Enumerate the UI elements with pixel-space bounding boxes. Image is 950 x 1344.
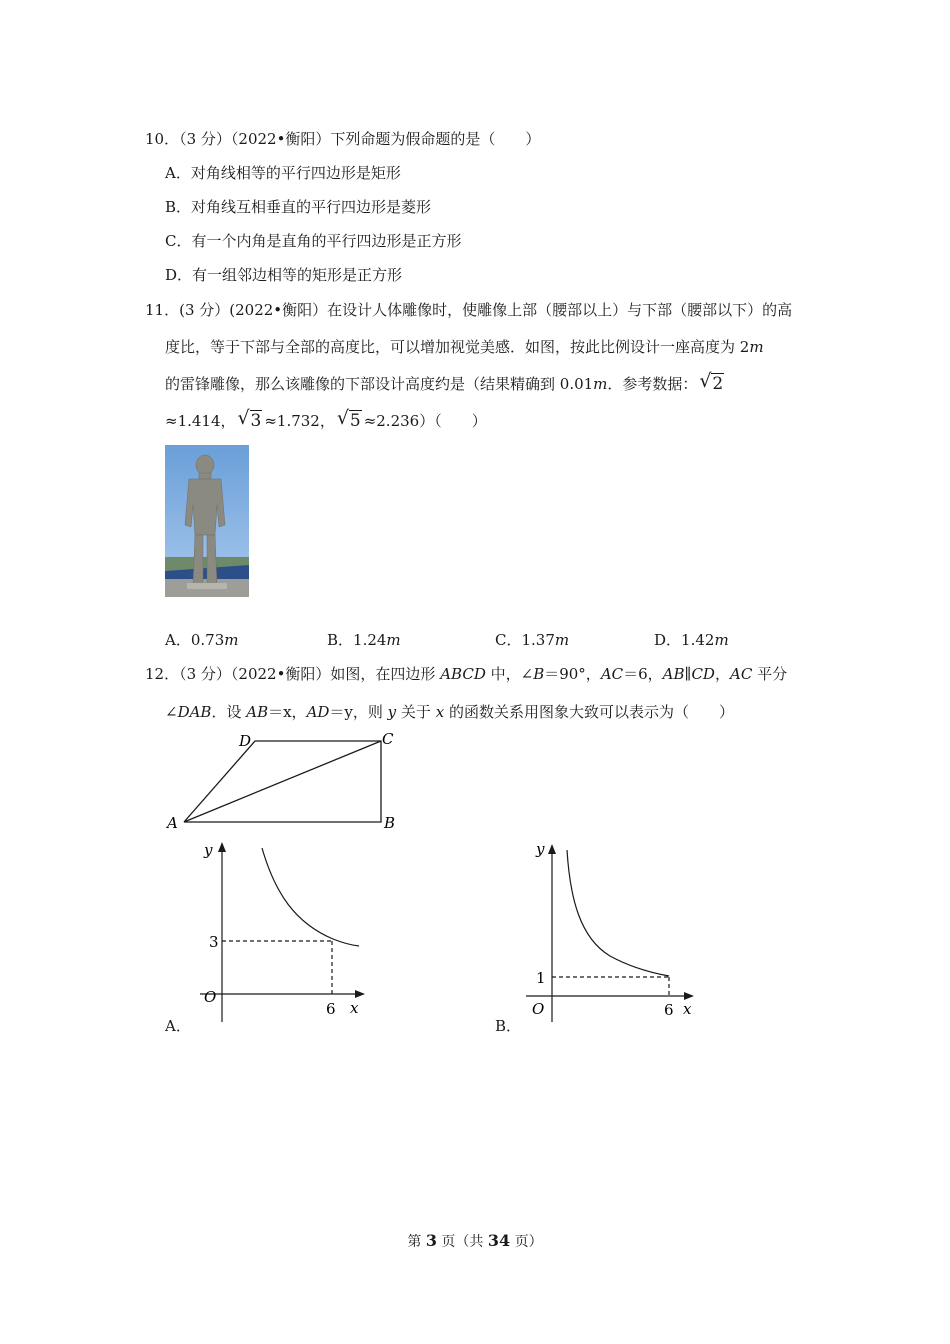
- q11-line1: 11．(3 分）(2022•衡阳）在设计人体雕像时，使雕像上部（腰部以上）与下部（腰部以下）的高: [145, 301, 793, 319]
- q11-line4: ≈1.414， √ 3 ≈1.732， √ 5 ≈2.236）（ ）: [165, 407, 487, 431]
- statue-photo: [165, 445, 249, 597]
- q11-line2: 度比，等于下部与全部的高度比，可以增加视觉美感．如图，按此比例设计一座高度为 2m: [165, 338, 764, 356]
- graph-b-origin: O: [532, 1000, 545, 1018]
- graph-a-origin: O: [204, 988, 217, 1006]
- graph-a-x-tick: 6: [326, 1000, 336, 1018]
- q10-option-d: D．有一组邻边相等的矩形是正方形: [165, 266, 403, 284]
- q11-option-d: D．1.42m: [654, 631, 729, 649]
- vertex-b-label: B: [384, 814, 396, 832]
- graph-a-x-label: x: [350, 999, 359, 1017]
- q10-stem: 10．（3 分）（2022•衡阳）下列命题为假命题的是（ ）: [145, 130, 541, 148]
- graph-b-x-label: x: [683, 1000, 692, 1018]
- graph-a-x-arrow: [355, 990, 365, 998]
- graph-b-curve: [567, 850, 669, 976]
- graph-b-x-tick: 6: [664, 1001, 674, 1019]
- q10-option-c: C．有一个内角是直角的平行四边形是正方形: [165, 232, 462, 250]
- graph-a-y-label: y: [204, 841, 213, 859]
- sqrt2-symbol: √ 2: [699, 370, 724, 394]
- page-number: 3: [425, 1231, 437, 1250]
- graph-b-y-label: y: [536, 840, 545, 858]
- graph-b: [522, 838, 702, 1024]
- graph-b-y-arrow: [548, 844, 556, 854]
- q12-line2: ∠DAB．设 AB＝x，AD＝y，则 y 关于 x 的函数关系用图象大致可以表示为（ ）: [165, 703, 734, 721]
- total-pages: 34: [487, 1231, 511, 1250]
- graph-b-y-tick: 1: [536, 969, 546, 987]
- graph-a-y-arrow: [218, 842, 226, 852]
- q10-option-a: A．对角线相等的平行四边形是矩形: [165, 164, 401, 182]
- graph-b-x-arrow: [684, 992, 694, 1000]
- q12-graph-b-option: B．: [495, 1017, 522, 1035]
- sqrt3-symbol: √ 3: [237, 407, 262, 431]
- vertex-c-label: C: [382, 730, 394, 748]
- sqrt5-symbol: √ 5: [336, 407, 361, 431]
- graph-a-y-tick: 3: [209, 933, 219, 951]
- q10-option-b: B．对角线互相垂直的平行四边形是菱形: [165, 198, 432, 216]
- q11-option-a: A．0.73m: [165, 631, 239, 649]
- vertex-d-label: D: [239, 732, 252, 750]
- q11-option-b: B．1.24m: [327, 631, 401, 649]
- graph-a-curve: [262, 848, 359, 946]
- page-footer: 第 3 页（共 34 页）: [407, 1231, 543, 1250]
- q12-graph-a-option: A．: [165, 1017, 191, 1035]
- q11-line3: 的雷锋雕像，那么该雕像的下部设计高度约是（结果精确到 0.01m．参考数据： √ 2: [165, 370, 724, 394]
- q11-option-c: C．1.37m: [495, 631, 570, 649]
- quadrilateral-figure: [160, 728, 405, 833]
- q12-line1: 12．（3 分）（2022•衡阳）如图，在四边形 ABCD 中，∠B＝90°，AC＝6，AB∥CD，AC 平分: [145, 665, 788, 683]
- graph-a: [195, 838, 375, 1024]
- vertex-a-label: A: [167, 814, 178, 832]
- diagonal-ac: [184, 741, 381, 822]
